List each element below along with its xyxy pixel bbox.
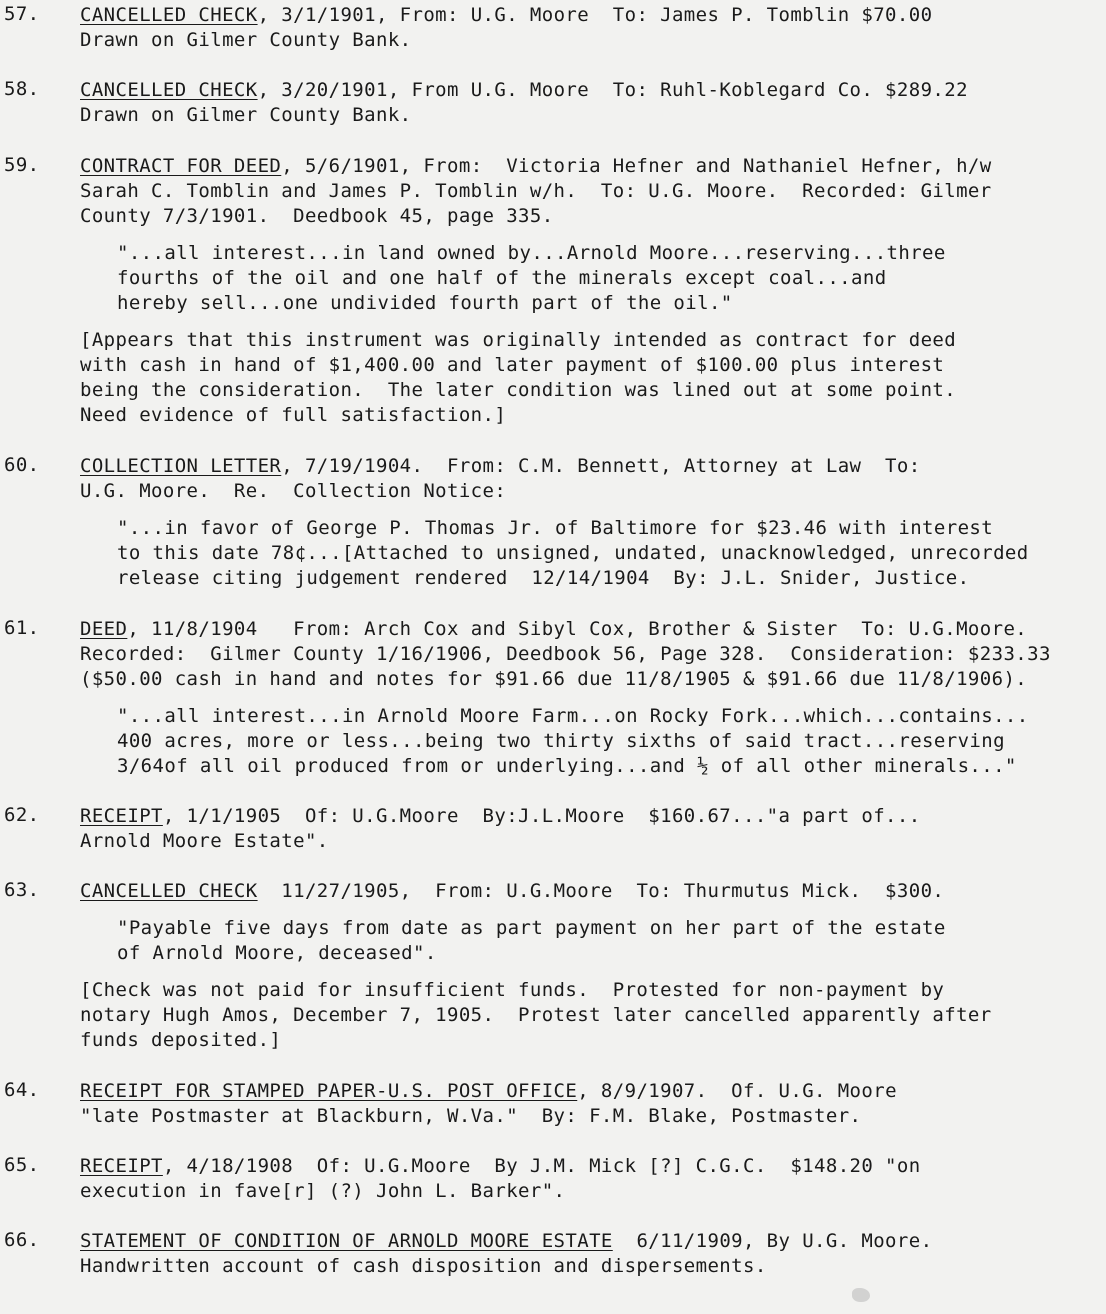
entry-details: , 11/8/1904 From: Arch Cox and Sibyl Cox, Brother & Sister To: U.G.Moore.	[127, 618, 1028, 640]
entry-details-line: Drawn on Gilmer County Bank.	[80, 104, 412, 126]
entry-details-line: Handwritten account of cash disposition and dispersements.	[80, 1255, 767, 1277]
quote-line: fourths of the oil and one half of the minerals except coal...and	[117, 267, 887, 289]
note-line: being the consideration. The later condition was lined out at some point.	[80, 379, 957, 401]
entry-details-line: Recorded: Gilmer County 1/16/1906, Deedbook 56, Page 328. Consideration: $233.33	[80, 643, 1051, 665]
entry-details-line: County 7/3/1901. Deedbook 45, page 335.	[80, 205, 554, 227]
entry-details: , 8/9/1907. Of. U.G. Moore	[577, 1080, 897, 1102]
entry-details-line: execution in fave[r] (?) John L. Barker".	[80, 1180, 566, 1202]
quote-line: "...all interest...in land owned by...Arnold Moore...reserving...three	[117, 242, 946, 264]
quote-line: "...in favor of George P. Thomas Jr. of Baltimore for $23.46 with interest	[117, 517, 994, 539]
ink-blot-mark	[852, 1288, 870, 1302]
entry-title: DEED	[80, 618, 128, 640]
entry-note	[80, 978, 1102, 1053]
note-line: with cash in hand of $1,400.00 and later payment of $100.00 plus interest	[80, 354, 945, 376]
entry-details: , 3/1/1901, From: U.G. Moore To: James P. Tomblin $70.00	[257, 4, 933, 26]
note-line: notary Hugh Amos, December 7, 1905. Protest later cancelled apparently after	[80, 1004, 992, 1026]
quote-line: 3/64of all oil produced from or underlying...and ½ of all other minerals..."	[117, 755, 1017, 777]
entry-title: CANCELLED CHECK	[80, 880, 258, 902]
entry-details-line: U.G. Moore. Re. Collection Notice:	[80, 480, 507, 502]
entry-number: 58.	[4, 78, 40, 100]
entry-title: STATEMENT OF CONDITION OF ARNOLD MOORE ESTATE	[80, 1230, 613, 1252]
entry-details: , 5/6/1901, From: Victoria Hefner and Nathaniel Hefner, h/w	[281, 155, 992, 177]
entry-number: 59.	[4, 154, 40, 176]
entry-number: 62.	[4, 804, 40, 826]
note-line: [Appears that this instrument was originally intended as contract for deed	[80, 329, 957, 351]
entry-title: COLLECTION LETTER	[80, 455, 282, 477]
entry-quote	[80, 704, 1102, 779]
entry-details-line: Sarah C. Tomblin and James P. Tomblin w/h. To: U.G. Moore. Recorded: Gilmer	[80, 180, 992, 202]
entry-quote	[80, 241, 1102, 316]
entry-details-line: Arnold Moore Estate".	[80, 830, 329, 852]
entry-details: , 4/18/1908 Of: U.G.Moore By J.M. Mick [?] C.G.C. $148.20 "on	[162, 1155, 921, 1177]
entry-details-line: "late Postmaster at Blackburn, W.Va." By: F.M. Blake, Postmaster.	[80, 1105, 862, 1127]
entry-number: 61.	[4, 617, 40, 639]
entry-note	[80, 328, 1102, 428]
entry-number: 63.	[4, 879, 40, 901]
entry-title: CANCELLED CHECK	[80, 4, 258, 26]
entry-details: , 1/1/1905 Of: U.G.Moore By:J.L.Moore $160.67..."a part of...	[162, 805, 921, 827]
note-line: funds deposited.]	[80, 1029, 282, 1051]
entry-details: , 7/19/1904. From: C.M. Bennett, Attorney at Law To:	[281, 455, 921, 477]
entry-title: RECEIPT	[80, 1155, 163, 1177]
quote-line: 400 acres, more or less...being two thirty sixths of said tract...reserving	[117, 730, 1005, 752]
entry-quote	[80, 916, 1102, 966]
entry-number: 57.	[4, 3, 40, 25]
note-line: Need evidence of full satisfaction.]	[80, 404, 507, 426]
entry-title: CANCELLED CHECK	[80, 79, 258, 101]
entry-number: 65.	[4, 1154, 40, 1176]
quote-line: of Arnold Moore, deceased".	[117, 942, 437, 964]
entry-quote	[80, 516, 1102, 591]
quote-line: release citing judgement rendered 12/14/1904 By: J.L. Snider, Justice.	[117, 567, 970, 589]
entry-details: 6/11/1909, By U.G. Moore.	[612, 1230, 933, 1252]
entry-title: CONTRACT FOR DEED	[80, 155, 282, 177]
entry-number: 60.	[4, 454, 40, 476]
quote-line: to this date 78¢...[Attached to unsigned, undated, unacknowledged, unrecorded	[117, 542, 1029, 564]
entry-details: 11/27/1905, From: U.G.Moore To: Thurmutus Mick. $300.	[257, 880, 945, 902]
entry-number: 66.	[4, 1229, 40, 1251]
entry-details: , 3/20/1901, From U.G. Moore To: Ruhl-Koblegard Co. $289.22	[257, 79, 968, 101]
quote-line: "...all interest...in Arnold Moore Farm...on Rocky Fork...which...contains...	[117, 705, 1029, 727]
entry-details-line: ($50.00 cash in hand and notes for $91.66 due 11/8/1905 & $91.66 due 11/8/1906).	[80, 668, 1028, 690]
entry-details-line: Drawn on Gilmer County Bank.	[80, 29, 412, 51]
entry-title: RECEIPT FOR STAMPED PAPER-U.S. POST OFFICE	[80, 1080, 578, 1102]
entry-title: RECEIPT	[80, 805, 163, 827]
quote-line: "Payable five days from date as part payment on her part of the estate	[117, 917, 946, 939]
entry-number: 64.	[4, 1079, 40, 1101]
quote-line: hereby sell...one undivided fourth part of the oil."	[117, 292, 733, 314]
note-line: [Check was not paid for insufficient funds. Protested for non-payment by	[80, 979, 945, 1001]
